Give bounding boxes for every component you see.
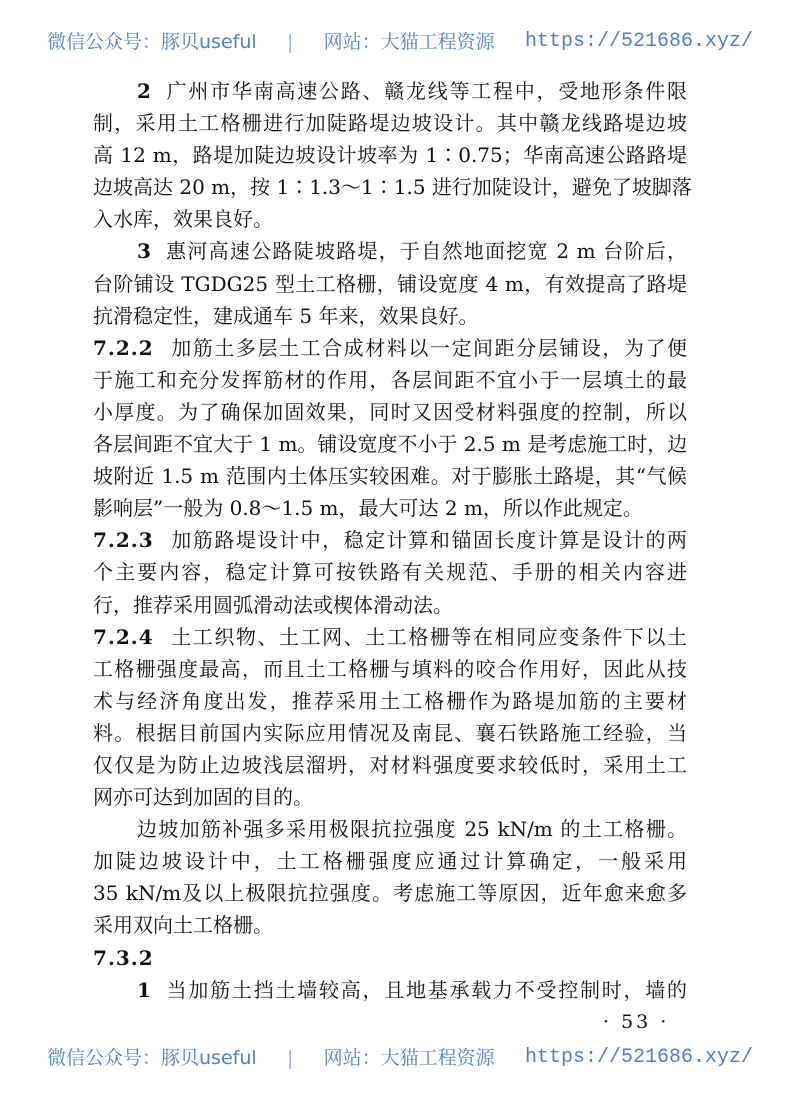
section-number: 7.3.2 (93, 945, 154, 970)
text-line (93, 685, 687, 717)
line-text: 当加筋土挡土墙较高，且地基承载力不受控制时，墙的 (164, 977, 687, 1002)
text-line (93, 845, 687, 877)
text-line (93, 781, 687, 813)
text-line (93, 139, 687, 171)
line-text: 入水库，效果良好。 (93, 207, 273, 232)
text-line (93, 942, 687, 974)
line-text: 高 12 m，路堤加陡边坡设计坡率为 1∶0.75；华南高速公路路堤 (93, 143, 687, 168)
line-text: 广州市华南高速公路、赣龙线等工程中，受地形条件限 (164, 79, 687, 103)
line-text: 工格栅强度最高，而且土工格栅与填料的咬合作用好，因此从技 (93, 656, 687, 681)
line-text: 边坡加筋补强多采用极限抗拉强度 25 kN/m 的土工格栅。 (137, 817, 687, 842)
line-text: 影响层”一般为 0.8～1.5 m，最大可达 2 m，所以作此规定。 (93, 496, 643, 521)
watermark-footer (47, 1046, 753, 1070)
watermark-wechat: 微信公众号：豚贝useful (47, 31, 257, 53)
item-number: 3 (137, 239, 151, 264)
line-text: 料。根据目前国内实际应用情况及南昆、襄石铁路施工经验，当 (93, 720, 687, 745)
line-text: 惠河高速公路陡坡路堤，于自然地面挖宽 2 m 台阶后， (164, 239, 687, 264)
watermark-site: 网站：大猫工程资源 (323, 1047, 495, 1069)
text-line (93, 396, 687, 428)
item-number: 1 (137, 977, 151, 1002)
text-line (93, 332, 687, 364)
line-text: 术与经济角度出发，推荐采用土工格栅作为路堤加筋的主要材 (93, 688, 687, 713)
text-line (93, 492, 687, 524)
line-text: 于施工和充分发挥筋材的作用，各层间距不宜小于一层填土的最 (93, 367, 687, 392)
line-text: 各层间距不宜大于 1 m。铺设宽度不小于 2.5 m 是考虑施工时，边 (93, 432, 688, 457)
line-text: 边坡高达 20 m，按 1∶1.3～1∶1.5 进行加陡设计，避免了坡脚落 (93, 175, 692, 200)
text-line (93, 460, 687, 492)
section-number: 7.2.4 (93, 624, 154, 649)
section-number: 7.2.3 (93, 528, 154, 553)
page-number: · 53 · (603, 1011, 670, 1033)
text-line (93, 556, 687, 588)
text-line (93, 364, 687, 396)
text-line (93, 974, 687, 1006)
text-line (93, 235, 687, 267)
text-line (93, 203, 687, 235)
document-body (93, 75, 692, 1006)
line-text: 个主要内容，稳定计算可按铁路有关规范、手册的相关内容进 (93, 560, 687, 585)
text-line (93, 589, 687, 621)
line-text: 台阶铺设 TGDG25 型土工格栅，铺设宽度 4 m，有效提高了路堤 (93, 271, 687, 296)
text-line (93, 653, 687, 685)
text-line (93, 877, 687, 909)
text-line (93, 268, 687, 300)
watermark-header (47, 30, 753, 54)
text-line (93, 524, 687, 556)
text-line (93, 909, 687, 941)
line-text: 小厚度。为了确保加固效果，同时又因受材料强度的控制，所以 (93, 399, 687, 424)
text-line (93, 749, 687, 781)
watermark-site: 网站：大猫工程资源 (323, 31, 495, 53)
text-line (93, 621, 687, 653)
text-line (93, 428, 687, 460)
line-text: 抗滑稳定性，建成通车 5 年来，效果良好。 (93, 303, 479, 328)
watermark-separator: | (286, 1047, 294, 1069)
item-number: 2 (137, 79, 151, 103)
line-text: 仅仅是为防止边坡浅层溜坍，对材料强度要求较低时，采用土工 (93, 752, 687, 777)
line-text: 网亦可达到加固的目的。 (93, 785, 313, 810)
line-text: 加筋路堤设计中，稳定计算和锚固长度计算是设计的两 (169, 528, 687, 553)
watermark-separator: | (286, 31, 294, 53)
text-line (93, 107, 687, 139)
text-line (93, 813, 687, 845)
section-number: 7.2.2 (93, 335, 154, 360)
line-text: 坡附近 1.5 m 范围内土体压实较困难。对于膨胀土路堤，其“气候 (93, 464, 687, 489)
line-text: 加陡边坡设计中，土工格栅强度应通过计算确定，一般采用 (93, 849, 687, 874)
line-text: 土工织物、土工网、土工格栅等在相同应变条件下以土 (169, 624, 687, 649)
watermark-url: https://521686.xyz/ (524, 30, 753, 53)
line-text: 35 kN/m及以上极限抗拉强度。考虑施工等原因，近年愈来愈多 (93, 881, 687, 906)
watermark-wechat: 微信公众号：豚贝useful (47, 1047, 257, 1069)
text-line (93, 75, 687, 107)
line-text: 行，推荐采用圆弧滑动法或楔体滑动法。 (93, 592, 453, 617)
text-line (93, 300, 687, 332)
line-text: 加筋土多层土工合成材料以一定间距分层铺设，为了便 (169, 335, 687, 360)
text-line (93, 717, 687, 749)
watermark-url: https://521686.xyz/ (524, 1046, 753, 1069)
line-text: 制，采用土工格栅进行加陡路堤边坡设计。其中赣龙线路堤边坡 (93, 111, 687, 136)
line-text: 采用双向土工格栅。 (93, 913, 273, 938)
text-line (93, 171, 692, 203)
